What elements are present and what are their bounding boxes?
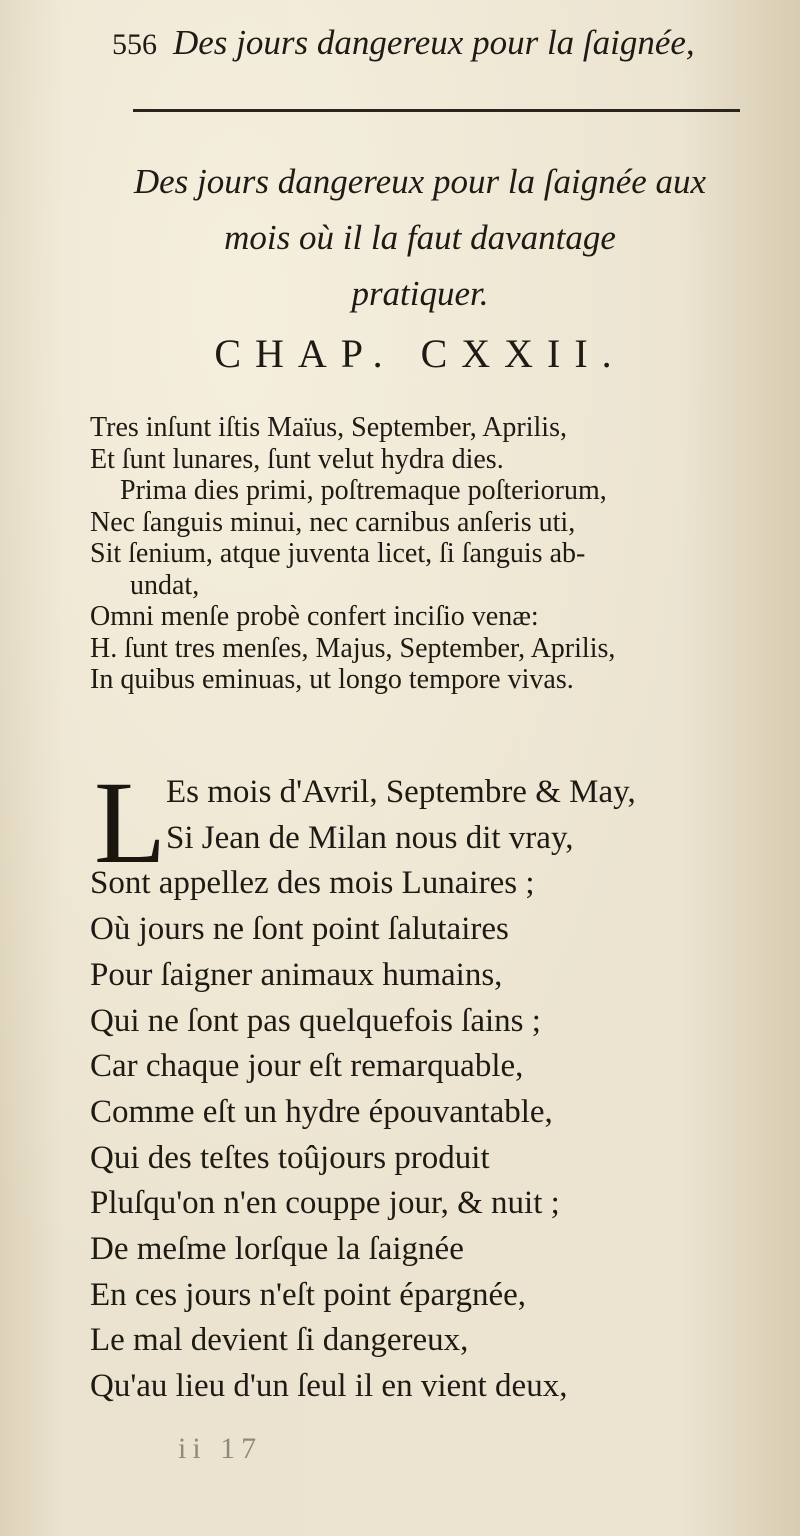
- french-line: Qui des teſtes toûjours produit: [90, 1139, 490, 1176]
- title-line: Des jours dangereux pour la ſaignée aux: [133, 162, 707, 201]
- running-title: Des jours dangereux pour la ſaignée,: [173, 23, 695, 62]
- latin-line: Omni menſe probè confert inciſio venæ:: [90, 601, 539, 632]
- french-line: Si Jean de Milan nous dit vray,: [166, 819, 574, 856]
- french-line: De meſme lorſque la ſaignée: [90, 1231, 464, 1268]
- french-line: Es mois d'Avril, Septembre & May,: [166, 774, 636, 810]
- french-line: Pour ſaigner animaux humains,: [90, 956, 503, 993]
- header-rule: [133, 109, 740, 112]
- latin-line: Tres inſunt iſtis Maïus, September, Aprilis,: [90, 412, 567, 443]
- latin-line: Nec ſanguis minui, nec carnibus anſeris uti,: [90, 506, 576, 538]
- latin-line: In quibus eminuas, ut longo tempore vivas.: [90, 664, 574, 695]
- french-line: Qu'au lieu d'un ſeul il en vient deux,: [90, 1368, 568, 1405]
- drop-cap: L: [94, 757, 167, 888]
- running-header: [112, 14, 782, 74]
- latin-verse: [90, 412, 780, 696]
- page-number: 556: [112, 28, 157, 61]
- chapter-number: CHAP. CXXII.: [214, 331, 626, 376]
- french-line: Sont appellez des mois Lunaires ;: [90, 865, 535, 902]
- chapter-title: [60, 154, 780, 322]
- latin-line: Prima dies primi, poſtremaque poſteriorum,: [120, 475, 607, 506]
- french-line: En ces jours n'eſt point épargnée,: [90, 1276, 527, 1313]
- french-line: Car chaque jour eſt remarquable,: [90, 1048, 524, 1085]
- latin-line: Et ſunt lunares, ſunt velut hydra dies.: [90, 443, 504, 475]
- french-line: Le mal devient ſi dangereux,: [90, 1322, 469, 1359]
- french-verse: [90, 757, 790, 1410]
- latin-line: undat,: [130, 569, 200, 601]
- french-line: Pluſqu'on n'en couppe jour, & nuit ;: [90, 1185, 560, 1222]
- french-line: Qui ne ſont pas quelquefois ſains ;: [90, 1002, 541, 1039]
- signature-mark: ii 17: [178, 1432, 263, 1465]
- latin-line: Sit ſenium, atque juventa licet, ſi ſanguis ab-: [90, 538, 586, 569]
- french-line: Où jours ne ſont point ſalutaires: [90, 911, 509, 948]
- title-line: mois où il la faut davantage: [224, 218, 616, 257]
- title-line: pratiquer.: [351, 274, 489, 313]
- latin-line: H. ſunt tres menſes, Majus, September, Aprilis,: [90, 632, 616, 664]
- french-line: Comme eſt un hydre épouvantable,: [90, 1093, 553, 1130]
